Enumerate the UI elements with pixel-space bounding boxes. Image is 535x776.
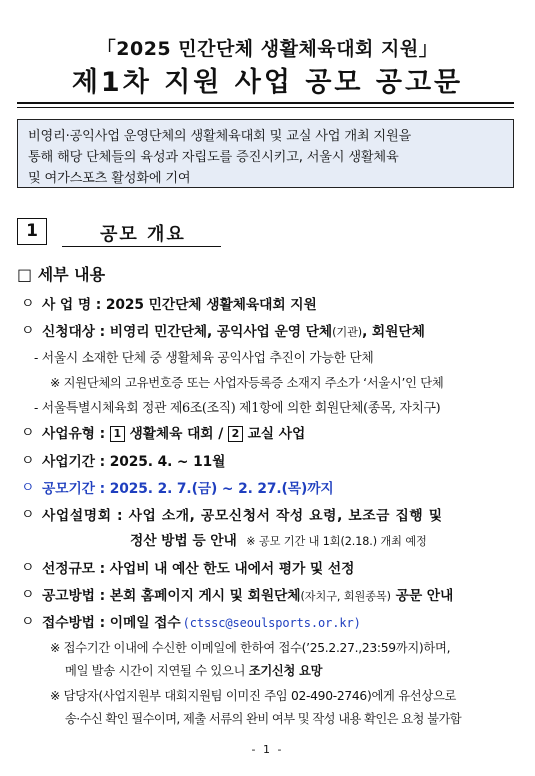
type-box-1: 1: [110, 426, 125, 442]
subheading-details: □ 세부 내용: [17, 265, 106, 284]
item-application-period: 공모기간 : 2025. 2. 7.(금) ~ 2. 27.(목)까지: [42, 481, 334, 497]
method-main: 공고방법 : 본회 홈페이지 게시 및 회원단체: [42, 588, 301, 604]
bullet-icon: ㅇ: [21, 296, 35, 312]
type-box-2: 2: [228, 426, 243, 442]
briefing-line-2-text: 정산 방법 등 안내: [130, 533, 237, 549]
type-label: 사업유형 :: [42, 426, 110, 442]
item-eligibility: [42, 320, 425, 340]
bullet-icon: ㅇ: [21, 425, 35, 441]
item-project-period: 사업기간 : 2025. 4. ~ 11월: [42, 454, 226, 470]
bullet-icon: ㅇ: [21, 507, 35, 523]
item-project-name: 사 업 명 : 2025 민간단체 생활체육대회 지원: [42, 297, 317, 313]
title-divider: [17, 102, 514, 108]
type-option-2: 교실 사업: [242, 426, 306, 442]
submission-note-1-text: 메일 발송 시간이 지연될 수 있으니: [65, 664, 249, 678]
submission-note-1-cont: [65, 661, 322, 679]
section-number: 1: [17, 218, 47, 245]
early-application-request: 조기신청 요망: [248, 664, 323, 678]
bullet-icon: ㅇ: [21, 480, 35, 496]
submission-note-2: ※ 담당자(사업지원부 대회지원팀 이미진 주임 02-490-2746)에게 유선상으로: [50, 689, 457, 703]
method-paren: (자치구, 회원종목): [300, 590, 391, 603]
submission-email-link[interactable]: (ctssc@seoulsports.or.kr): [182, 616, 361, 630]
eligibility-note: ※ 지원단체의 고유번호증 또는 사업자등록증 소재지 주소가 ‘서울시’인 단체: [50, 376, 444, 390]
eligibility-paren: (기관): [332, 326, 363, 339]
page-number: - 1 -: [251, 743, 284, 756]
document-supertitle: 「2025 민간단체 생활체육대회 지원」: [96, 38, 439, 60]
bullet-icon: ㅇ: [21, 453, 35, 469]
method-tail: 공문 안내: [390, 588, 454, 604]
submission-note-1: ※ 접수기간 이내에 수신한 이메일에 한하여 접수(’25.2.27.,23:59까지)하며,: [50, 641, 451, 655]
bullet-icon: ㅇ: [21, 560, 35, 576]
briefing-note: ※ 공모 기간 내 1회(2.18.) 개최 예정: [246, 535, 427, 548]
bullet-icon: ㅇ: [21, 587, 35, 603]
item-project-type: [42, 422, 305, 442]
item-selection-scale: 선정규모 : 사업비 내 예산 한도 내에서 평가 및 선정: [42, 561, 355, 577]
bullet-icon: ㅇ: [21, 323, 35, 339]
purpose-line-1: 비영리·공익사업 운영단체의 생활체육대회 및 교실 사업 개최 지원을: [28, 129, 412, 144]
item-submission-method: [42, 611, 361, 631]
submission-note-2-cont: 송·수신 확인 필수이며, 제출 서류의 완비 여부 및 작성 내용 확인은 요청 불가함: [65, 712, 461, 726]
eligibility-detail-2: - 서울특별시체육회 정관 제6조(조직) 제1항에 의한 회원단체(종목, 자치구): [34, 401, 441, 416]
eligibility-main: 신청대상 : 비영리 민간단체, 공익사업 운영 단체: [42, 324, 333, 340]
item-announcement-method: [42, 584, 453, 604]
item-briefing-line-2: [130, 529, 427, 549]
section-title: 공모 개요: [100, 224, 186, 245]
submission-main: 접수방법 : 이메일 접수: [42, 615, 181, 631]
bullet-icon: ㅇ: [21, 614, 35, 630]
type-option-1: 생활체육 대회 /: [124, 426, 228, 442]
purpose-box: [17, 119, 514, 188]
eligibility-detail-1: - 서울시 소재한 단체 중 생활체육 공익사업 추진이 가능한 단체: [34, 351, 374, 366]
item-briefing: 사업설명회 : 사업 소개, 공모신청서 작성 요령, 보조금 집행 및: [42, 508, 443, 524]
purpose-line-3: 및 여가스포츠 활성화에 기여: [28, 171, 191, 186]
purpose-line-2: 통해 해당 단체들의 육성과 자립도를 증진시키고, 서울시 생활체육: [28, 150, 399, 165]
section-title-underline: [62, 246, 221, 247]
document-title: 제1차 지원 사업 공모 공고문: [71, 67, 464, 98]
eligibility-tail: , 회원단체: [362, 324, 425, 340]
